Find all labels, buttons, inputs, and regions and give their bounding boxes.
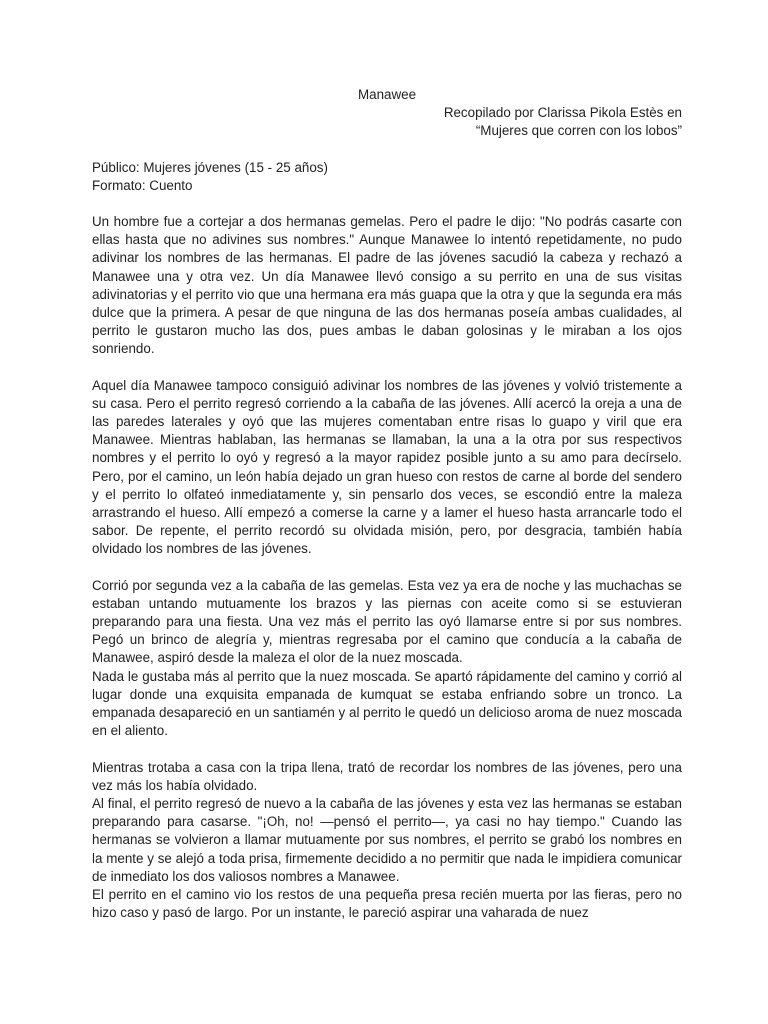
story-paragraph [92,577,682,741]
source-book: “Mujeres que corren con los lobos” [475,123,682,139]
format-line: Formato: Cuento [92,177,193,193]
paragraph-text: Un hombre fue a cortejar a dos hermanas gemelas. Pero el padre le dijo: "No podrás casarte con ellas hasta que no adivines sus nombres." Aunque Manawee lo intentó repetidamente, no pudo adivinar los nombres de las hermanas. El padre de las jóvenes sacudió la cabeza y rechazó a Manawee una y otra vez. Un día Manawee llevó consigo a su perrito en una de sus visitas adivinatorias y el perrito vio que una hermana era más guapa que la otra y que la segunda era más dulce que la primera. A pesar de que ninguna de las dos hermanas poseía ambas cualidades, al perrito le gustaron mucho las dos, pues ambas le daban golosinas y le miraban a los ojos sonriendo. [92,214,682,357]
document-page [92,86,682,922]
paragraph-text: Corrió por segunda vez a la cabaña de las gemelas. Esta vez ya era de noche y las muchachas se estaban untando mutuamente los brazos y las piernas con aceite como si se estuvieran preparando para una fiesta. Una vez más el perrito las oyó llamarse entre si por sus nombres. Pegó un brinco de alegría y, mientras regresaba por el camino que conducía a la cabaña de Manawee, aspiró desde la maleza el olor de la nuez moscada. [92,577,682,666]
document-title: Manawee [357,87,417,102]
paragraph-text: Nada le gustaba más al perrito que la nuez moscada. Se apartó rápidamente del camino y corrió al lugar donde una exquisita empanada de kumquat se estaba enfriando sobre un tronco. La empanada desapareció en un santiamén y al perrito le quedó un delicioso aroma de nuez moscada en el aliento. [92,668,682,739]
story-metadata [92,159,682,195]
paragraph-text: Al final, el perrito regresó de nuevo a la cabaña de las jóvenes y esta vez las hermanas se estaban preparando para casarse. "¡Oh, no! —pensó el perrito—, ya casi no hay tiempo." Cuando las hermanas se volvieron a llamar mutuamente por sus nombres, el perrito se grabó los nombres en la mente y se alejó a toda prisa, firmemente decidido a no permitir que nada le impidiera comunicar de inmediato los dos valiosos nombres a Manawee. [92,795,682,884]
story-paragraph [92,377,682,559]
paragraph-text: Mientras trotaba a casa con la tripa llena, trató de recordar los nombres de las jóvenes, pero una vez más los había olvidado. [92,759,682,793]
story-paragraph [92,759,682,923]
story-paragraph [92,213,682,359]
credit-line: Recopilado por Clarissa Pikola Estès en [443,105,682,121]
paragraph-text: El perrito en el camino vio los restos de una pequeña presa recién muerta por las fieras, pero no hizo caso y pasó de largo. Por un instante, le pareció aspirar una vaharada de nuez [92,886,682,921]
audience-line: Público: Mujeres jóvenes (15 - 25 años) [92,159,328,175]
paragraph-text: Aquel día Manawee tampoco consiguió adivinar los nombres de las jóvenes y volvió tristemente a su casa. Pero el perrito regresó corriendo a la cabaña de las jóvenes. Allí acercó la oreja a una de las paredes laterales y oyó que las mujeres comentaban entre risas lo guapo y viril que era Manawee. Mientras hablaban, las hermanas se llamaban, la una a la otra por sus respectivos nombres y el perrito lo oyó y regresó a la mayor rapidez posible junto a su amo para decírselo. Pero, por el camino, un león había dejado un gran hueso con restos de carne al borde del sendero y el perrito lo olfateó inmediatamente y, sin pensarlo dos veces, se escondió entre la maleza arrastrando el hueso. Allí empezó a comerse la carne y a lamer el hueso hasta arrancarle todo el sabor. De repente, el perrito recordó su olvidada misión, pero, por desgracia, también había olvidado los nombres de las jóvenes. [92,377,682,557]
